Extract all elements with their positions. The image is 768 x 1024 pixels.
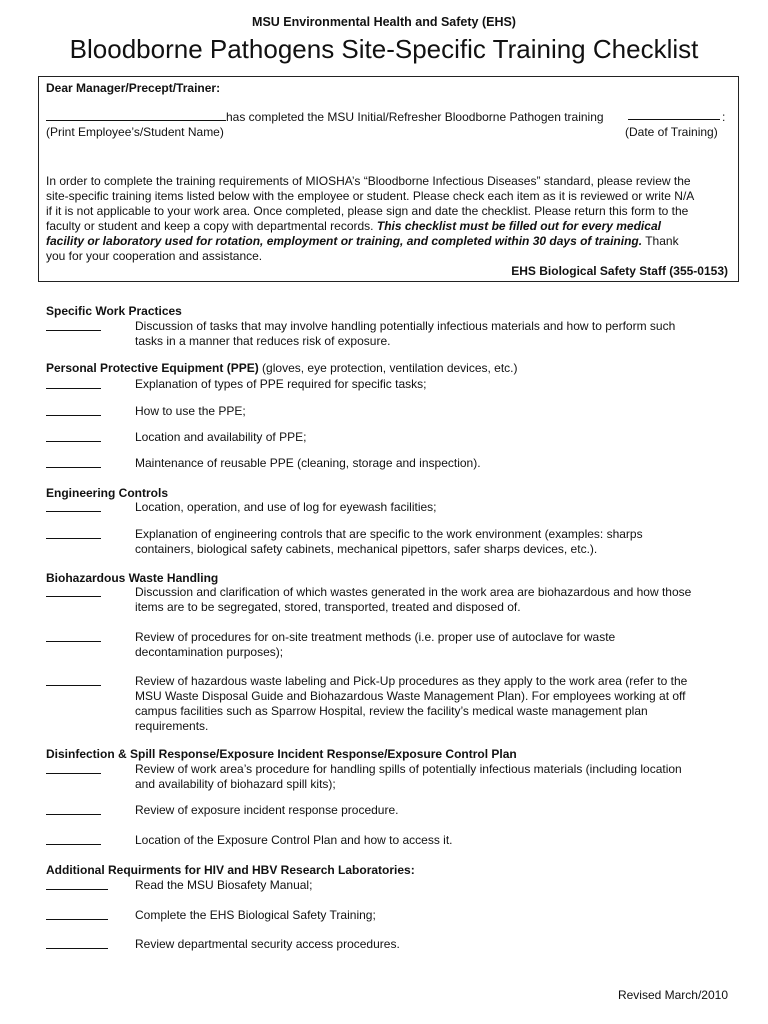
item-text: Review of exposure incident response procedure.	[135, 803, 399, 817]
ppe-title-note: (gloves, eye protection, ventilation devices, etc.)	[258, 361, 518, 375]
intro-paragraph-line	[46, 234, 679, 249]
training-date-blank[interactable]	[628, 119, 720, 120]
intro-plain-text: faculty or student and keep a copy with departmental records.	[46, 219, 377, 233]
check-blank[interactable]	[46, 538, 101, 539]
check-blank[interactable]	[46, 388, 101, 389]
check-blank[interactable]	[46, 441, 101, 442]
item-text: decontamination purposes);	[135, 645, 284, 659]
item-text: Review of procedures for on-site treatment methods (i.e. proper use of autoclave for waste	[135, 630, 616, 644]
intro-paragraph-line	[46, 219, 661, 234]
completion-line	[46, 110, 604, 124]
check-blank[interactable]	[46, 889, 108, 890]
item-text: Discussion and clarification of which wastes generated in the work area are biohazardous and how those	[135, 585, 692, 599]
item-text: Review departmental security access procedures.	[135, 937, 400, 951]
item-text: campus facilities such as Sparrow Hospital, review the facility’s medical waste management plan	[135, 704, 648, 718]
check-blank[interactable]	[46, 415, 101, 416]
intro-emphasis-text: facility or laboratory used for rotation, employment or training, and completed within 30 days of training.	[46, 234, 643, 248]
item-text: Explanation of types of PPE required for specific tasks;	[135, 377, 427, 391]
check-blank[interactable]	[46, 467, 101, 468]
section-title-hiv-hbv: Additional Requirments for HIV and HBV Research Laboratories:	[46, 863, 415, 877]
section-title-ppe	[46, 361, 518, 375]
ppe-title: Personal Protective Equipment (PPE)	[46, 361, 259, 375]
item-text: containers, biological safety cabinets, mechanical pipettors, safer sharps devices, etc.).	[135, 542, 598, 556]
item-text: How to use the PPE;	[135, 404, 246, 418]
item-text: Location, operation, and use of log for eyewash facilities;	[135, 500, 437, 514]
item-text: Maintenance of reusable PPE (cleaning, storage and inspection).	[135, 456, 481, 470]
item-text: Discussion of tasks that may involve handling potentially infectious materials and how to perform such	[135, 319, 676, 333]
intro-paragraph-line: you for your cooperation and assistance.	[46, 249, 263, 263]
item-text: and availability of biohazard spill kits);	[135, 777, 336, 791]
organization-name: MSU Environmental Health and Safety (EHS)	[252, 15, 516, 29]
item-text: tasks in a manner that reduces risk of exposure.	[135, 334, 391, 348]
intro-paragraph-line: In order to complete the training requirements of MIOSHA’s “Bloodborne Infectious Diseases” standard, please review the	[46, 174, 691, 188]
training-date-caption: (Date of Training)	[625, 125, 718, 139]
intro-emphasis-text: This checklist must be filled out for every medical	[376, 219, 661, 233]
check-blank[interactable]	[46, 511, 101, 512]
intro-paragraph-line: site-specific training items listed below with the employee or student. Please check each item as it is reviewed or write N/A	[46, 189, 695, 203]
check-blank[interactable]	[46, 773, 101, 774]
item-text: Location and availability of PPE;	[135, 430, 307, 444]
check-blank[interactable]	[46, 919, 108, 920]
check-blank[interactable]	[46, 596, 101, 597]
check-blank[interactable]	[46, 685, 101, 686]
date-colon: :	[722, 110, 726, 124]
item-text: Location of the Exposure Control Plan and how to access it.	[135, 833, 453, 847]
item-text: Read the MSU Biosafety Manual;	[135, 878, 313, 892]
item-text: Review of hazardous waste labeling and Pick-Up procedures as they apply to the work area (refer to the	[135, 674, 688, 688]
staff-contact: EHS Biological Safety Staff (355-0153)	[511, 264, 728, 278]
employee-name-blank[interactable]	[46, 110, 226, 121]
intro-paragraph-line: if it is not applicable to your work area. Once completed, please sign and date the checklist. Please return this form to the	[46, 204, 689, 218]
check-blank[interactable]	[46, 330, 101, 331]
check-blank[interactable]	[46, 641, 101, 642]
section-title-waste: Biohazardous Waste Handling	[46, 571, 219, 585]
item-text: Explanation of engineering controls that are specific to the work environment (examples: sharps	[135, 527, 643, 541]
intro-plain-text: Thank	[642, 234, 679, 248]
section-title-engineering: Engineering Controls	[46, 486, 169, 500]
page-title: Bloodborne Pathogens Site-Specific Training Checklist	[69, 34, 699, 64]
item-text: MSU Waste Disposal Guide and Biohazardous Waste Management Plan). For employees working at off	[135, 689, 686, 703]
item-text: Review of work area’s procedure for handling spills of potentially infectious materials (including location	[135, 762, 682, 776]
section-title-disinfection: Disinfection & Spill Response/Exposure Incident Response/Exposure Control Plan	[46, 747, 517, 761]
check-blank[interactable]	[46, 948, 108, 949]
check-blank[interactable]	[46, 814, 101, 815]
item-text: items are to be segregated, stored, transported, treated and disposed of.	[135, 600, 521, 614]
completion-text: has completed the MSU Initial/Refresher Bloodborne Pathogen training	[226, 110, 604, 124]
item-text: requirements.	[135, 719, 209, 733]
section-title-work-practices: Specific Work Practices	[46, 304, 182, 318]
greeting: Dear Manager/Precept/Trainer:	[46, 81, 221, 95]
check-blank[interactable]	[46, 844, 101, 845]
employee-name-caption: (Print Employee’s/Student Name)	[46, 125, 224, 139]
item-text: Complete the EHS Biological Safety Training;	[135, 908, 376, 922]
revision-date: Revised March/2010	[617, 988, 728, 1002]
